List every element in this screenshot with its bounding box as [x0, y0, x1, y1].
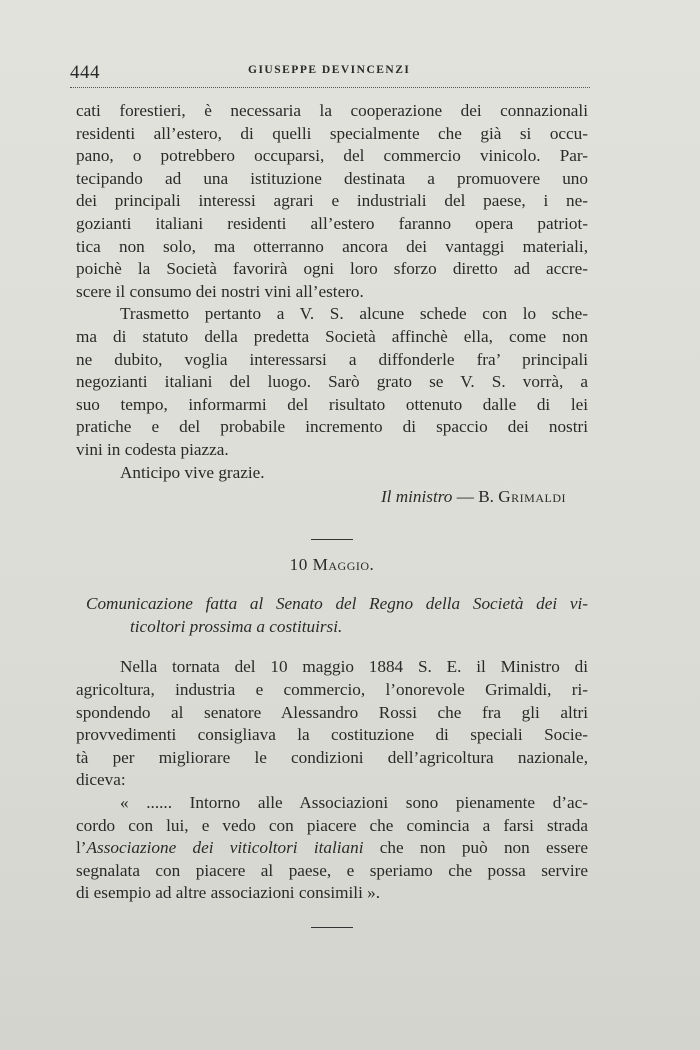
caption-line: ticoltori prossima a costituirsi. [130, 616, 343, 636]
quote-line: cordo con lui, e vedo con piacere che comincia a farsi strada [76, 815, 588, 835]
text-line: pratiche e del probabile incremento di spaccio dei nostri [76, 417, 588, 437]
paragraph-transmission [76, 303, 588, 461]
section-separator [311, 539, 353, 540]
signature-title: Il ministro [380, 487, 453, 507]
quote-line [76, 837, 588, 860]
quotation [76, 792, 588, 905]
text-line: residenti all’estero, di quelli specialmente che già si occu- [76, 123, 588, 143]
text-line: ma di statuto della predetta Società affinchè ella, come non [76, 326, 588, 346]
quote-suffix: che non può non essere [363, 838, 588, 858]
text-line: Trasmetto pertanto a V. S. alcune schede con lo sche- [120, 304, 588, 324]
text-line: dei principali interessi agrari e industriali del paese, i ne- [76, 191, 588, 211]
closing-line: Anticipo vive grazie. [120, 462, 265, 482]
text-line: agricoltura, industria e commercio, l’onorevole Grimaldi, ri- [76, 680, 588, 700]
text-line: spondendo al senatore Alessandro Rossi che fra gli altri [76, 702, 588, 722]
text-line: tecipando ad una istituzione destinata a promuovere uno [76, 168, 588, 188]
page-header [70, 58, 590, 88]
signature-dash: — B. [452, 487, 499, 507]
running-head: GIUSEPPE DEVINCENZI [248, 64, 411, 76]
text-line: vini in codesta piazza. [76, 439, 229, 459]
signature-name: Grimaldi [498, 487, 566, 507]
text-line: cati forestieri, è necessaria la cooperazione dei connazionali [76, 101, 588, 120]
text-line: scere il consumo dei nostri vini all’estero. [76, 281, 364, 301]
section-separator [311, 927, 353, 928]
quote-line: segnalata con piacere al paese, e speriamo che possa servire [76, 860, 588, 880]
page-body [76, 100, 588, 928]
association-name: Associazione dei viticoltori italiani [86, 838, 364, 858]
paragraph-continuation [76, 100, 588, 303]
text-line: provvedimenti consigliava la costituzione di speciali Socie- [76, 725, 588, 745]
text-line: gozianti italiani residenti all’estero faranno opera patriot- [76, 213, 588, 233]
signature [76, 486, 588, 509]
page-number: 444 [70, 62, 100, 83]
text-line: ne dubito, voglia interessarsi a diffonderle fra’ principali [76, 349, 588, 369]
text-line: diceva: [76, 770, 126, 790]
caption-line: Comunicazione fatta al Senato del Regno della Società dei vi- [86, 594, 588, 614]
paragraph-senate [76, 656, 588, 792]
quote-line: « ...... Intorno alle Associazioni sono pienamente d’ac- [120, 793, 588, 813]
date-heading: 10 Maggio. [289, 554, 375, 574]
section-caption [86, 593, 588, 638]
header-rule [70, 87, 590, 88]
text-line: poichè la Società favorirà ogni loro sforzo diretto ad accre- [76, 259, 588, 279]
text-line: pano, o potrebbero occuparsi, del commercio vinicolo. Par- [76, 146, 588, 166]
text-line: tà per migliorare le condizioni dell’agricoltura nazionale, [76, 747, 588, 767]
text-line: negozianti italiani del luogo. Sarò grato se V. S. vorrà, a [76, 372, 588, 392]
quote-prefix: l’ [76, 838, 87, 858]
text-line: tica non solo, ma otterranno ancora dei vantaggi materiali, [76, 236, 588, 256]
text-line: suo tempo, informarmi del risultato ottenuto dalle di lei [76, 394, 588, 414]
text-line: Nella tornata del 10 maggio 1884 S. E. il Ministro di [120, 657, 588, 677]
quote-line: di esempio ad altre associazioni consimili ». [76, 883, 381, 903]
